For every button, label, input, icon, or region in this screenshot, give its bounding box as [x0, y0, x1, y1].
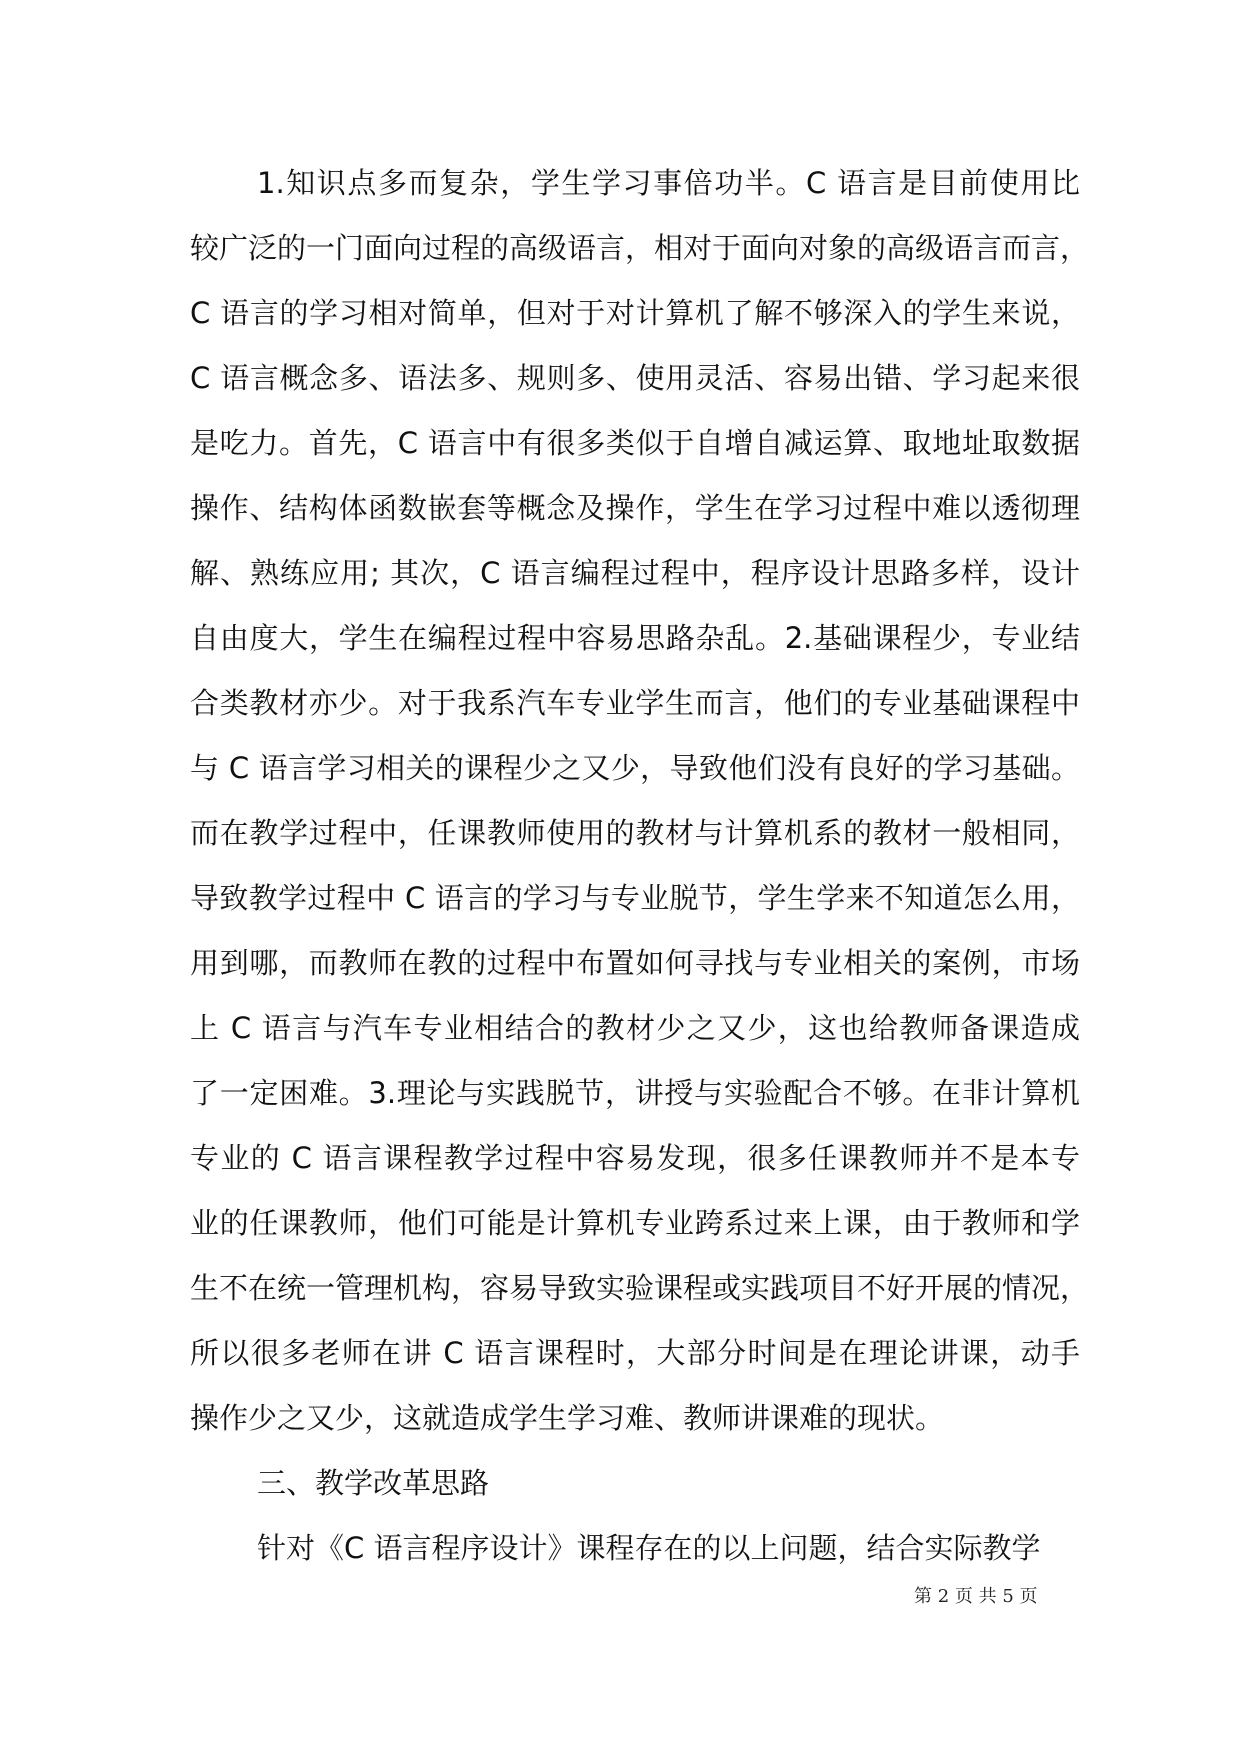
paragraph-line: 专业的 C 语言课程教学过程中容易发现，很多任课教师并不是本专: [190, 1141, 1080, 1175]
section-heading: 三、教学改革思路: [257, 1466, 490, 1500]
paragraph-line: 用到哪，而教师在教的过程中布置如何寻找与专业相关的案例，市场: [190, 946, 1080, 980]
paragraph-line: 操作、结构体函数嵌套等概念及操作，学生在学习过程中难以透彻理: [190, 491, 1080, 525]
paragraph-line: 生不在统一管理机构，容易导致实验课程或实践项目不好开展的情况，: [190, 1271, 1090, 1305]
body-text: [190, 160, 1090, 1590]
paragraph-line: 与 C 语言学习相关的课程少之又少，导致他们没有良好的学习基础。: [190, 751, 1080, 785]
paragraph-line: 1.知识点多而复杂，学生学习事倍功半。C 语言是目前使用比: [257, 166, 1080, 200]
paragraph-line: 了一定困难。3.理论与实践脱节，讲授与实验配合不够。在非计算机: [190, 1076, 1080, 1110]
paragraph-line: 上 C 语言与汽车专业相结合的教材少之又少，这也给教师备课造成: [190, 1011, 1080, 1045]
paragraph-line: C 语言概念多、语法多、规则多、使用灵活、容易出错、学习起来很: [190, 361, 1080, 395]
paragraph-line: 而在教学过程中，任课教师使用的教材与计算机系的教材一般相同，: [190, 816, 1080, 850]
page-number-footer: 第 2 页 共 5 页: [914, 1586, 1038, 1607]
paragraph-line: 业的任课教师，他们可能是计算机专业跨系过来上课，由于教师和学: [190, 1206, 1080, 1240]
paragraph-line: 所以很多老师在讲 C 语言课程时，大部分时间是在理论讲课，动手: [190, 1336, 1080, 1370]
paragraph-line: 导致教学过程中 C 语言的学习与专业脱节，学生学来不知道怎么用，: [190, 881, 1080, 915]
paragraph-line: 解、熟练应用; 其次，C 语言编程过程中，程序设计思路多样，设计: [190, 556, 1080, 590]
paragraph-line: 较广泛的一门面向过程的高级语言，相对于面向对象的高级语言而言，: [190, 231, 1090, 265]
paragraph-line: 是吃力。首先，C 语言中有很多类似于自增自减运算、取地址取数据: [190, 426, 1080, 460]
paragraph-line: 针对《C 语言程序设计》课程存在的以上问题，结合实际教学: [257, 1531, 1041, 1565]
paragraph-line: 操作少之又少，这就造成学生学习难、教师讲课难的现状。: [190, 1401, 945, 1435]
paragraph-line: C 语言的学习相对简单，但对于对计算机了解不够深入的学生来说，: [190, 296, 1080, 330]
paragraph-line: 自由度大，学生在编程过程中容易思路杂乱。2.基础课程少，专业结: [190, 621, 1080, 655]
paragraph-line: 合类教材亦少。对于我系汽车专业学生而言，他们的专业基础课程中: [190, 686, 1080, 720]
